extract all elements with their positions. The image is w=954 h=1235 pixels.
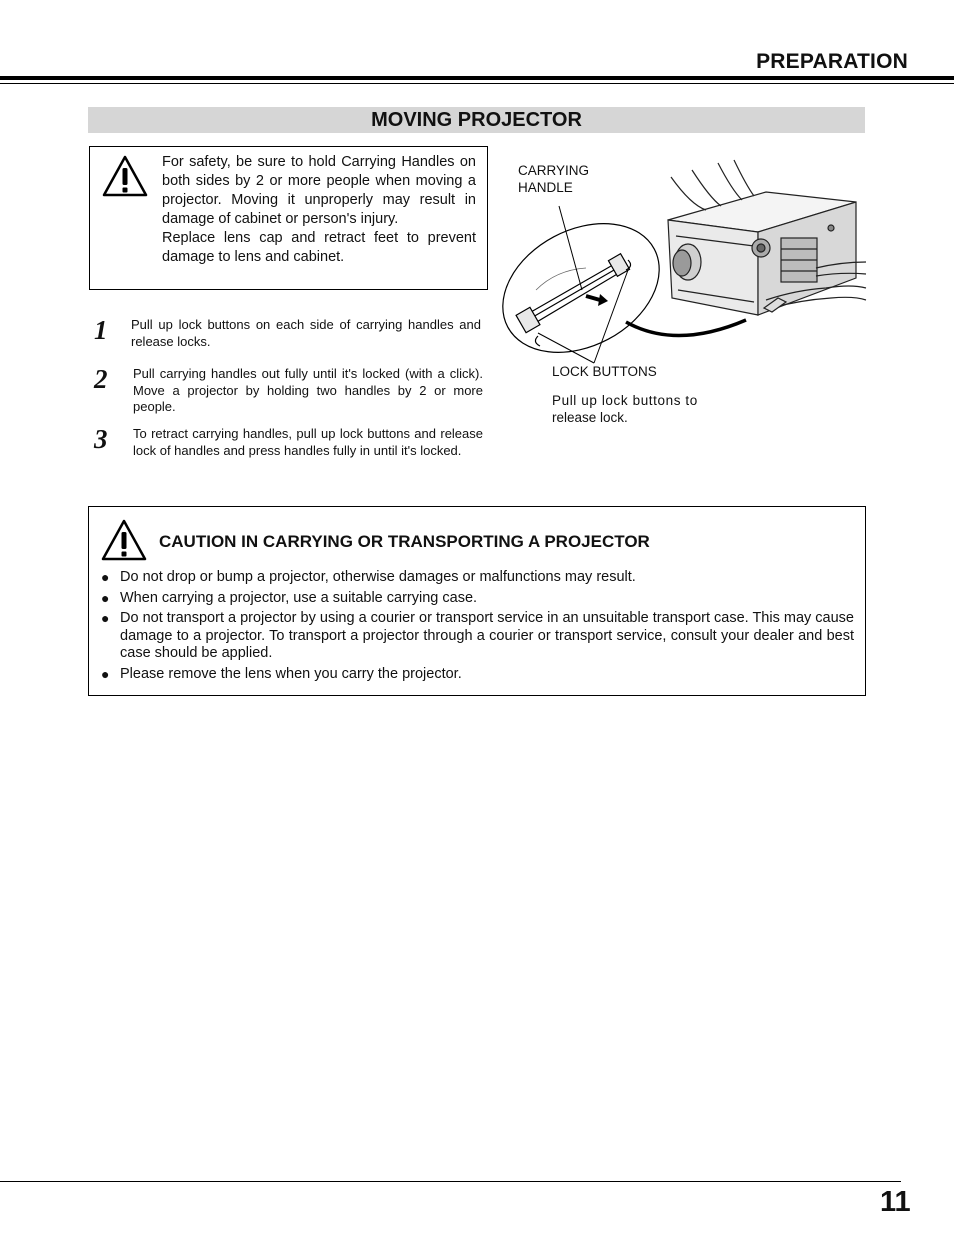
footer-rule <box>0 1181 901 1182</box>
section-heading: PREPARATION <box>756 50 908 73</box>
list-item <box>101 610 854 663</box>
bullet-icon: ● <box>101 610 110 626</box>
warning-triangle-icon <box>101 519 147 566</box>
list-item <box>101 569 854 587</box>
safety-warning-paragraph: Replace lens cap and retract feet to prevent damage to lens and cabinet. <box>162 230 476 265</box>
list-item-text: Do not transport a projector by using a courier or transport service in an unsuitable transport case. This may cause damage to a projector. To transport a projector through a courier or transport service, consult your dealer and best case should be applied. <box>120 610 854 661</box>
warning-triangle-icon <box>102 155 148 202</box>
bullet-icon: ● <box>101 569 110 585</box>
header-rule-thick <box>0 76 954 80</box>
step-text: Pull carrying handles out fully until it's locked (with a click). Move a projector by holding two handles by 2 or more people. <box>133 366 483 414</box>
note-line: Pull up lock buttons to <box>552 393 698 408</box>
carrying-handle-label <box>518 162 589 196</box>
list-item-text: Please remove the lens when you carry the projector. <box>120 665 462 682</box>
safety-warning-text <box>162 153 476 267</box>
bullet-icon: ● <box>101 665 110 682</box>
step-text: To retract carrying handles, pull up lock buttons and release lock of handles and press handles fully in until it's locked. <box>133 426 483 458</box>
step-number: 1 <box>94 315 108 345</box>
step-number: 2 <box>94 364 108 394</box>
note-line: release lock. <box>552 410 628 425</box>
safety-warning-paragraph: For safety, be sure to hold Carrying Handles on both sides by 2 or more people when moving a projector. Moving it unproperly may result in damage of cabinet or person's injury. <box>162 154 476 227</box>
carrying-handle-illustration <box>496 150 868 440</box>
list-item-text: Do not drop or bump a projector, otherwise damages or malfunctions may result. <box>120 569 636 585</box>
label-line: CARRYING <box>518 163 590 178</box>
step-number: 3 <box>94 424 108 454</box>
list-item <box>101 590 854 608</box>
step-text: Pull up lock buttons on each side of carrying handles and release locks. <box>131 317 481 349</box>
header-rule-thin <box>0 83 954 84</box>
bullet-icon: ● <box>101 589 110 606</box>
list-item <box>101 666 854 684</box>
lock-buttons-note <box>552 392 698 426</box>
lock-buttons-label: LOCK BUTTONS <box>552 364 657 379</box>
label-line: HANDLE <box>518 180 573 195</box>
caution-box <box>88 506 866 696</box>
page-number: 11 <box>880 1186 911 1218</box>
list-item-text: When carrying a projector, use a suitable carrying case. <box>120 589 478 606</box>
caution-list <box>101 569 854 686</box>
page-title: MOVING PROJECTOR <box>88 107 865 133</box>
caution-title: CAUTION IN CARRYING OR TRANSPORTING A PROJECTOR <box>159 532 650 551</box>
safety-warning-box <box>89 146 488 290</box>
